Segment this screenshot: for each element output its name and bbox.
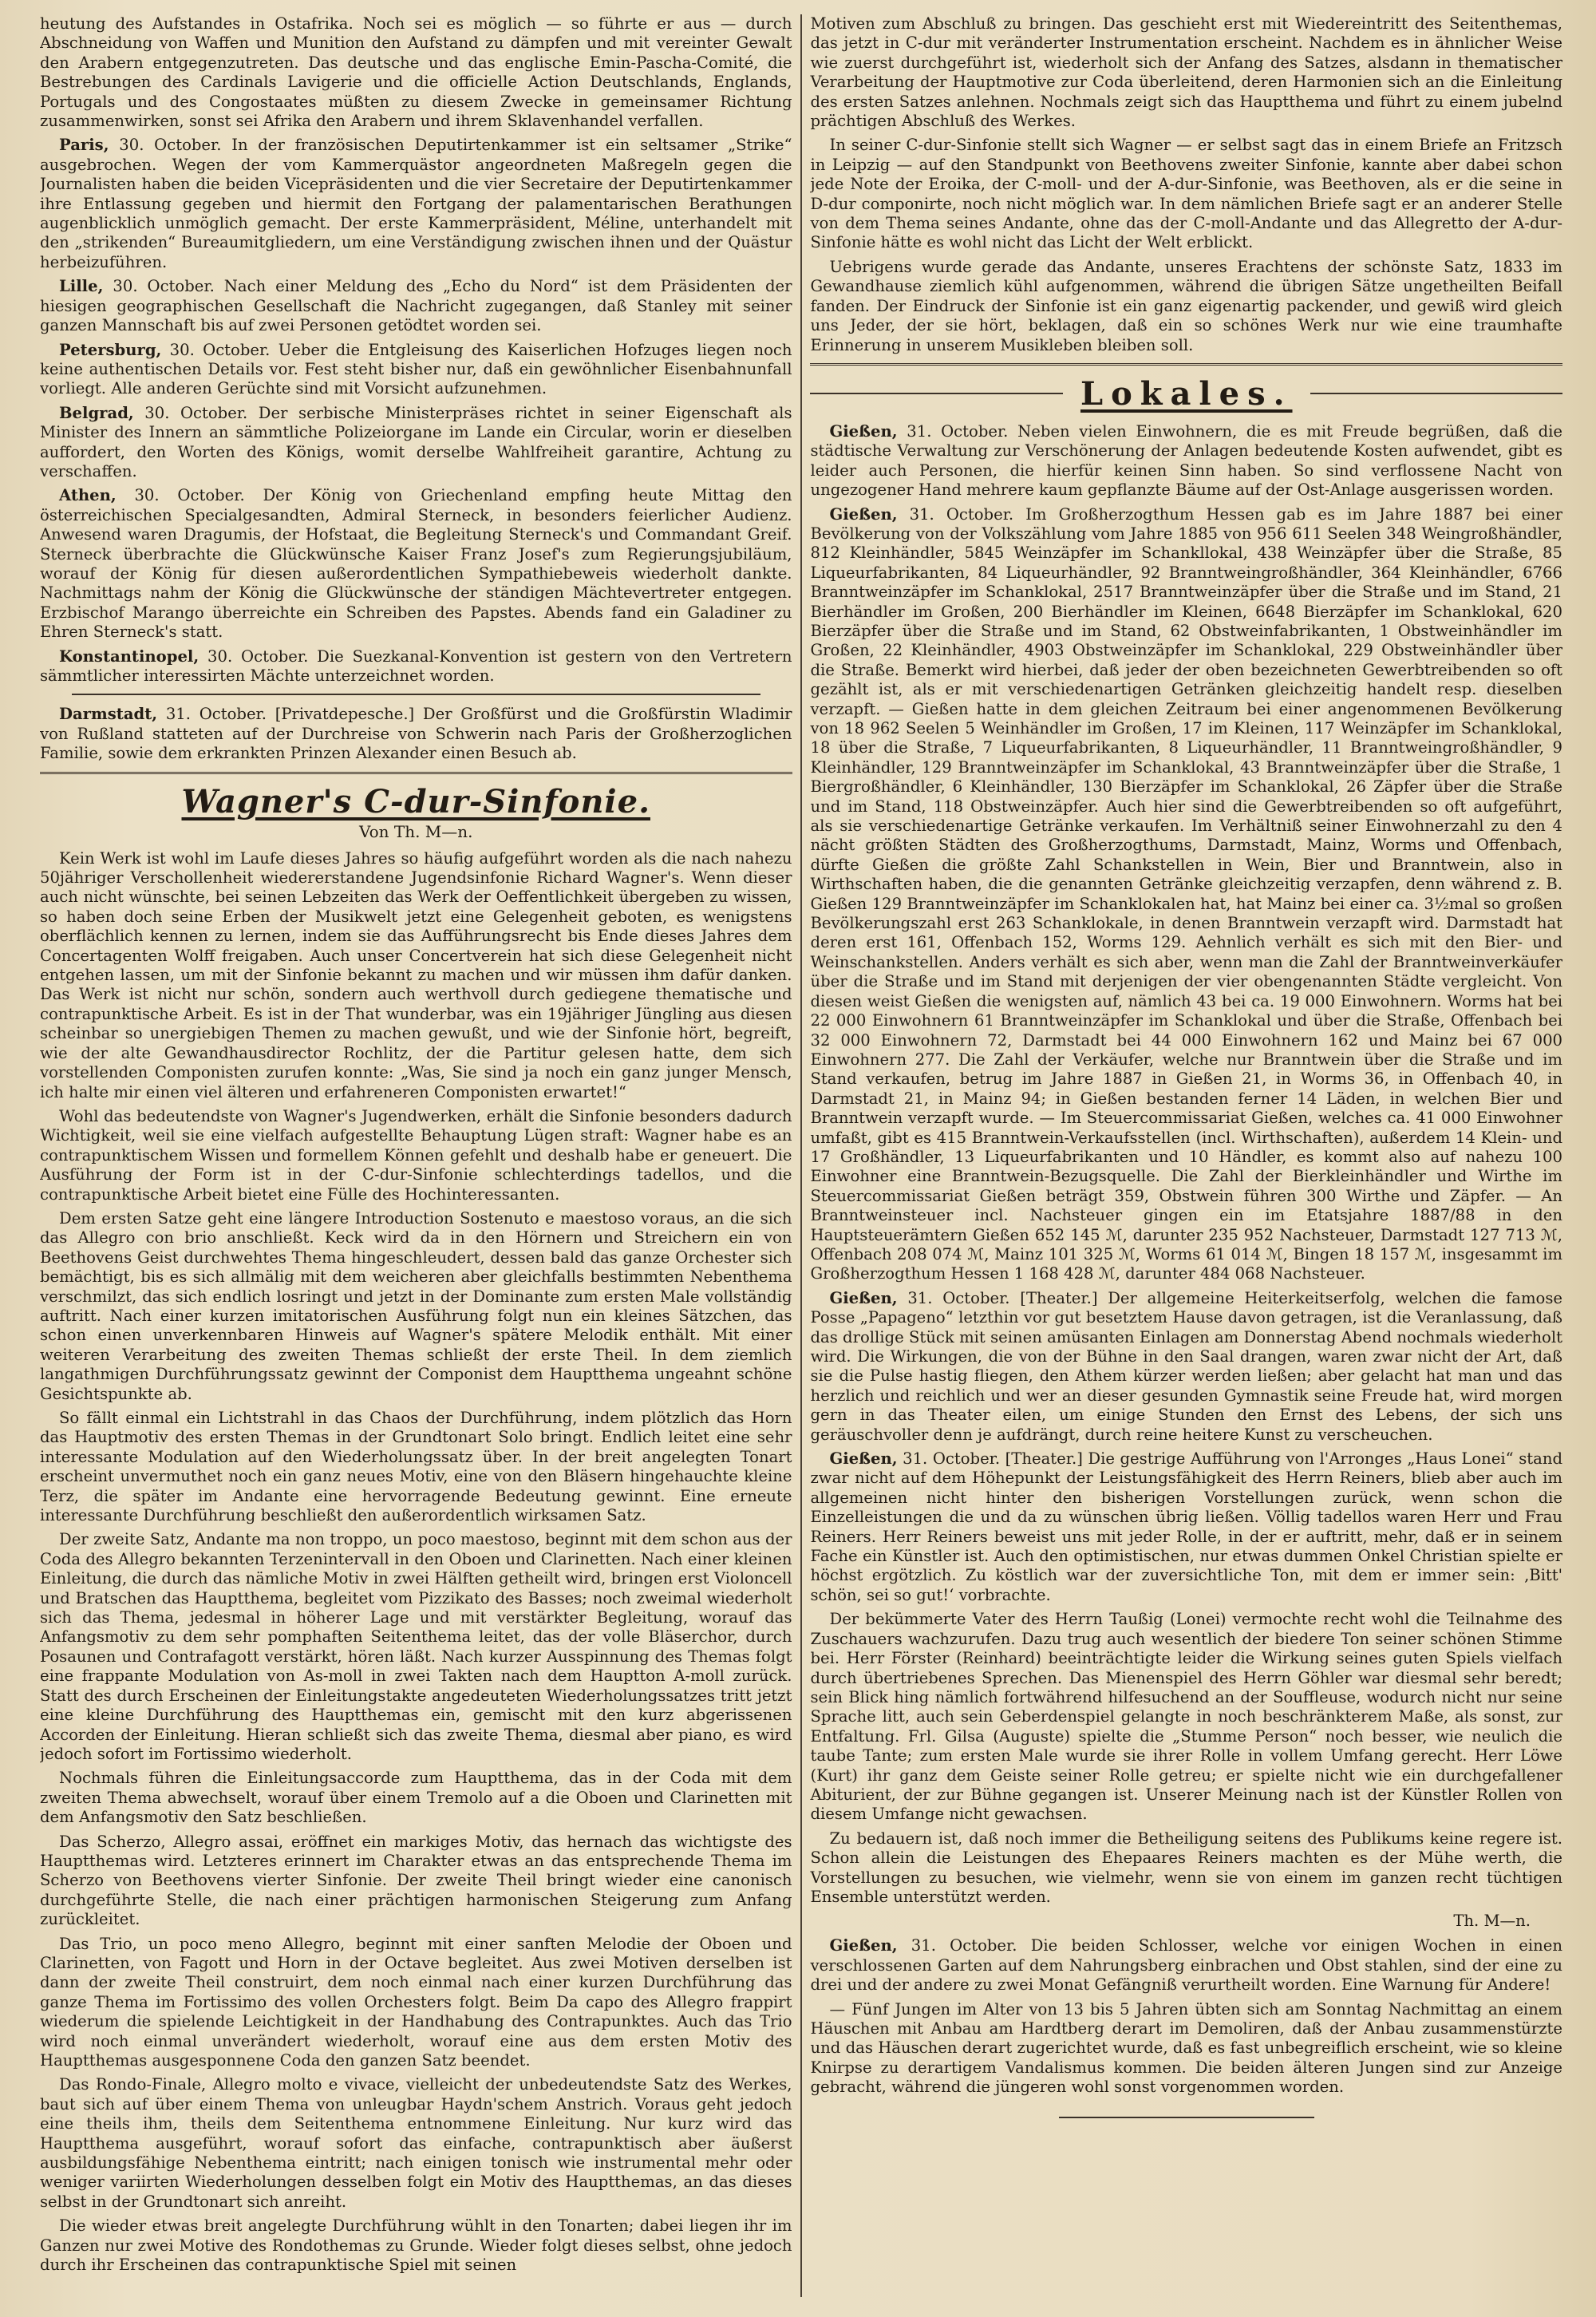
- theater-paragraph: Zu bedauern ist, daß noch immer die Betheiligung seitens des Publikums keine regere ist. Schon allein die Leistungen des Ehepaares Reiners machten es der Mühe werth, die Vorstellungen zu besuchen, wie vielmehr, wenn sie von einem im ganzen recht tüchtigen Ensemble unterstützt werden.: [810, 1829, 1562, 1906]
- news-item: [40, 404, 792, 482]
- divider: [40, 772, 792, 774]
- news-text: 30. October. Die Suezkanal-Konvention ist gestern von den Vertretern sämmtlicher interessirten Mächte unterzeichnet worden.: [40, 646, 792, 685]
- section-header: [810, 375, 1562, 413]
- article-paragraph: Die wieder etwas breit angelegte Durchführung wühlt in den Tonarten; dabei liegen ihr im Ganzen nur zwei Motive des Rondothemas zu Grunde. Wieder folgt dieses selbst, ohne jedoch durch ihr Erscheinen das contrapunktische Spiel mit seinen: [40, 2216, 792, 2275]
- news-place: Gießen,: [829, 421, 898, 441]
- article-paragraph: Dem ersten Satze geht eine längere Introduction Sostenuto e maestoso voraus, an die sich das Allegro con brio anschließt. Keck wird da in den Hörnern und Streichern ein von Beethovens Geist durchwehtes Thema hingeschleudert, dessen bald das ganze Orchester sich bemächtigt, bis es sich allmälig mit dem weicheren aber gleichfalls bestimmten Nebenthema verschmilzt, das sich endlich losringt und jetzt in der Dominante zum ersten Male vollständig auftritt. Nach einer kurzen imitatorischen Ausführung folgt nun ein kleines Sätzchen, das schon einen unverkennbaren Hinweis auf Wagner's spätere Melodik enthält. Mit einer weiteren Verarbeitung des zweiten Themas schließt der erste Theil. In dem ziemlich langathmigen Durchführungssatz gewinnt der Componist dem Hauptthema ungeahnt schöne Gesichtspunkte ab.: [40, 1208, 792, 1403]
- page-columns: [40, 14, 1562, 2297]
- news-text: 30. October. Ueber die Entgleisung des Kaiserlichen Hofzuges liegen noch keine authentischen Details vor. Fest steht bisher nur, daß ein gewöhnlicher Eisenbahnunfall vorliegt. Alle anderen Gerüchte sind mit Vorsicht aufzunehmen.: [40, 340, 792, 398]
- divider: [72, 694, 760, 695]
- article-paragraph: Das Rondo-Finale, Allegro molto e vivace, vielleicht der unbedeutendste Satz des Werkes, baut sich auf über einem Thema von unleugbar Haydn'schem Anstrich. Voraus geht jedoch eine theils ihm, theils dem Seitenthema entnommene Einleitung. Nur kurz wird das Hauptthema ausgeführt, worauf sofort das einfache, contrapunktisch aber äußerst ausbildungsfähige Nebenthema eintritt; nach einigen tonisch wie instrumental mehr oder weniger variirten Wiederholungen desselben folgt ein Motiv des Hauptthemas, an das dieses selbst in der Grundtonart sich anreiht.: [40, 2075, 792, 2211]
- article-paragraph: Uebrigens wurde gerade das Andante, unseres Erachtens der schönste Satz, 1833 im Gewandhause ziemlich kühl aufgenommen, während die übrigen Sätze ungetheilten Beifall fanden. Der Eindruck der Sinfonie ist ein ganz eigenartig packender, und gewiß wird gleich uns Jeder, der sie hört, beklagen, daß ein so schönes Werk nur wie eine traumhafte Erinnerung in unserem Musikleben bleiben soll.: [810, 257, 1562, 354]
- local-item: [810, 422, 1562, 500]
- news-item: [40, 647, 792, 686]
- news-place: Belgrad,: [59, 403, 134, 422]
- article-paragraph: Das Trio, un poco meno Allegro, beginnt mit einer sanften Melodie der Oboen und Clarinetten, von Fagott und Horn in der Octave begleitet. Aus zwei Motiven derselben ist dann der zweite Theil construirt, dem noch einmal nach einer kurzen Durchführung das ganze Thema im Fortissimo des vollen Orchesters folgt. Beim Da capo des Allegro frappirt wiederum die spielende Leichtigkeit in der Handhabung des Contrapunktes. Auch das Trio wird noch einmal unverändert wiederholt, worauf eine aus dem ersten Motiv des Hauptthemas ausgesponnene Coda den ganzen Satz beendet.: [40, 1934, 792, 2070]
- theater-paragraph: Der bekümmerte Vater des Herrn Taußig (Lonei) vermochte recht wohl die Teilnahme des Zuschauers wachzurufen. Dazu trug auch wesentlich der biedere Ton seiner schönen Stimme bei. Herr Förster (Reinhard) beeinträchtigte leider die Wirkung seines guten Spiels vielfach durch übertriebenes Sprechen. Das Mienenspiel des Herrn Göhler war diesmal sehr beredt; sein Blick hing nämlich fortwährend hilfesuchend an der Souffleuse, wodurch nicht nur seine Sprache litt, auch sein Geberdenspiel gelangte in noch beschränkterem Maße, als sonst, zur Entfaltung. Frl. Gilsa (Auguste) spielte die „Stumme Person“ noch besser, wie neulich die taube Tante; zum ersten Male wurde sie ihrer Rolle in vollem Umfang gerecht. Herr Löwe (Kurt) ihr ganz dem Geiste seiner Rolle getreu; er spielte nicht wie ein durchgefallener Abiturient, der zur Bühne gegangen ist. Unserer Meinung nach ist der Künstler Rollen von diesem Umfange nicht gewachsen.: [810, 1610, 1562, 1824]
- local-item: [810, 1289, 1562, 1445]
- article-paragraph: In seiner C-dur-Sinfonie stellt sich Wagner — er selbst sagt das in einem Briefe an Fritzsch in Leipzig — auf den Standpunkt von Beethovens zweiter Sinfonie, kannte aber dabei schon jede Note der Eroika, der C-moll- und der A-dur-Sinfonie, was Beethoven, als er die seine in D-dur componirte, noch nicht möglich war. In dem nämlichen Briefe sagt er an anderer Stelle von dem Thema seines Andante, ohne das der C-moll-Andante und das Allegretto der A-dur-Sinfonie hätte es wohl nicht das Licht der Welt erblickt.: [810, 136, 1562, 252]
- local-item: [810, 1449, 1562, 1605]
- news-place: Gießen,: [829, 1449, 898, 1469]
- article-paragraph: Der zweite Satz, Andante ma non troppo, un poco maestoso, beginnt mit dem schon aus der Coda des Allegro bekannten Terzenintervall in den Oboen und Clarinetten. Nach einer kleinen Einleitung, die durch das nämliche Motiv in zwei Hälften getheilt wird, bringen erst Violoncell und Bratschen das Hauptthema, begleitet vom Pizzikato des Basses; noch zweimal wiederholt sich das Thema, jedesmal in höherer Lage und mit verstärkter Begleitung, worauf das Anfangsmotiv zu dem sehr pomphaften Seitenthema leitet, das der volle Bläserchor, durch Posaunen und Contrafagott verstärkt, hören läßt. Nach kurzer Ausspinnung des Themas folgt eine frappante Modulation von As-moll in zwei Takten nach dem Hauptton A-moll zurück. Statt des durch Erscheinen der Einleitungstakte angedeuteten Wiederholungssatzes tritt jetzt eine kleine Durchführung des Hauptthemas ein, gemischt mit den kurz abgerissenen Accorden der Einleitung. Hieran schließt sich das zweite Thema, diesmal aber piano, es wird jedoch sofort im Fortissimo wiederholt.: [40, 1530, 792, 1763]
- news-item: [40, 277, 792, 335]
- news-place: Athen,: [59, 486, 117, 505]
- local-item: [810, 505, 1562, 1284]
- news-item: [40, 486, 792, 642]
- local-news: [810, 422, 1562, 2098]
- news-place: Gießen,: [829, 1288, 898, 1307]
- news-place: Darmstadt,: [59, 705, 158, 724]
- left-column: [40, 14, 792, 2297]
- news-place: Paris,: [59, 136, 109, 155]
- news-text: 31. October. Neben vielen Einwohnern, die es mit Freude begrüßen, daß die städtische Verwaltung zur Verschönerung der Anlagen bedeutende Kosten aufwendet, gibt es leider auch Personen, die hierfür keinen Sinn haben. So sind verflossene Nacht von ungezogener Hand mehrere kaum gepflanzte Bäume auf der Ost-Anlage ausgerissen worden.: [810, 421, 1562, 500]
- news-place: Petersburg,: [59, 340, 162, 359]
- news-place: Lille,: [59, 277, 104, 296]
- column-divider: [800, 14, 803, 2297]
- news-place: Gießen,: [829, 504, 898, 524]
- article-paragraph: Wohl das bedeutendste von Wagner's Jugendwerken, erhält die Sinfonie besonders dadurch Wichtigkeit, weil sie eine vielfach aufgestellte Behauptung Lügen straft: Wagner habe es an contrapunktischem Wissen und formellem Können gefehlt und deshalb habe er geneuert. Die Ausführung der Form ist in der C-dur-Sinfonie schlechterdings tadellos, und die contrapunktische Arbeit bietet eine Fülle des Hochinteressanten.: [40, 1106, 792, 1204]
- divider: [810, 363, 1562, 366]
- news-text: 30. October. Der serbische Ministerpräses richtet in seiner Eigenschaft als Minister des Innern an sämmtliche Polizeiorgane im Lande ein Circular, worin er dieselben auffordert, den Worten des Königs, womit derselbe Wahlfreiheit garantire, Achtung zu verschaffen.: [40, 403, 792, 480]
- local-item: [810, 1936, 1562, 1995]
- news-text: 30. October. Der König von Griechenland empfing heute Mittag den österreichischen Specialgesandten, Admiral Sterneck, in besonders feierlicher Audienz. Anwesend waren Dragumis, der Hofstaat, die Begleitung Sterneck's und Commandant Greif. Sterneck überbrachte die Glückwünsche Kaiser Franz Josef's zum Regierungsjubiläum, worauf der König für diesen außerordentlichen Sympathiebeweis wiederholt dankte. Nachmittags nahm der König die Glückwünsche der ständigen Mächtevertreter entgegen. Erzbischof Marango überreichte ein Schreiben des Papstes. Abends fand ein Galadiner zu Ehren Sterneck's statt.: [40, 486, 792, 642]
- news-place: Konstantinopel,: [59, 646, 200, 666]
- news-text: 31. October. [Privatdepesche.] Der Großfürst und die Großfürstin Wladimir von Rußland statteten auf der Durchreise von Schwerin nach Paris der Großherzoglichen Familie, sowie dem erkrankten Prinzen Alexander einen Besuch ab.: [40, 705, 792, 763]
- news-list: [40, 136, 792, 686]
- header-rule-left: [810, 393, 1063, 394]
- article-paragraph: Nochmals führen die Einleitungsaccorde zum Hauptthema, das in der Coda mit dem zweiten Thema abwechselt, worauf über einem Tremolo auf a die Oboen und Clarinetten mit dem Anfangsmotiv den Satz beschließen.: [40, 1769, 792, 1827]
- news-text: 31. October. Die beiden Schlosser, welche vor einigen Wochen in einen verschlossenen Garten auf dem Nahrungsberg einbrachen und Obst stahlen, sind der eine zu drei und der andere zu zwei Monat Gefängniß verurtheilt worden. Eine Warnung für Andere!: [810, 1936, 1562, 1995]
- article-title: Wagner's C-dur-Sinfonie.: [181, 782, 650, 820]
- intro-paragraph: heutung des Aufstandes in Ostafrika. Noch sei es möglich — so führte er aus — durch Abschneidung von Waffen und Munition den Aufstand zu dämpfen und mit vereinter Gewalt den Arabern entgegenzutreten. Das deutsche und das englische Emin-Pascha-Comité, die Bestrebungen des Cardinals Lavigerie und die officielle Action Deutschlands, Englands, Portugals und des Congostaates müßten zu diesem Zwecke in gemeinsamer Richtung zusammenwirken, sonst sei Afrika den Arabern und ihrem Sklavenhandel verfallen.: [40, 14, 792, 131]
- news-text: 30. October. Nach einer Meldung des „Echo du Nord“ ist dem Präsidenten der hiesigen geographischen Gesellschaft die Nachricht zugegangen, daß Stanley mit seiner ganzen Mannschaft bis auf zwei Personen getödtet worden sei.: [40, 277, 792, 335]
- news-item: [40, 341, 792, 399]
- news-place: Gießen,: [829, 1936, 898, 1955]
- article-paragraph: Das Scherzo, Allegro assai, eröffnet ein markiges Motiv, das hernach das wichtigste des Hauptthemas wird. Letzteres erinnert im Charakter etwas an das entsprechende Thema im Scherzo von Beethovens vierter Sinfonie. Der zweite Theil bringt wieder eine canonisch durchgeführte Stelle, die nach einer prächtigen harmonischen Steigerung zum Anfang zurückleitet.: [40, 1832, 792, 1929]
- news-item: [40, 136, 792, 272]
- end-rule: [1059, 2117, 1314, 2118]
- article-paragraph: Kein Werk ist wohl im Laufe dieses Jahres so häufig aufgeführt worden als die nach nahezu 50jähriger Verschollenheit wiedererstandene Jugendsinfonie Richard Wagner's. Wenn dieser auch nicht wünschte, bei seinen Lebzeiten das Werk der Oeffentlichkeit übergeben zu wissen, so haben doch seine Erben der Musikwelt jetzt eine Gelegenheit geboten, es wenigstens oberflächlich kennen zu lernen, indem sie das Aufführungsrecht bis Ende dieses Jahres dem Concertagenten Wolff freigaben. Auch unser Concertverein hat sich diese Gelegenheit nicht entgehen lassen, um mit der Sinfonie bekannt zu machen und wir müssen ihm dafür danken. Das Werk ist nicht nur schön, sondern auch werthvoll durch gediegene thematische und contrapunktische Arbeit. Es ist in der That wunderbar, was ein 19jähriger Jüngling aus diesen scheinbar so unergiebigen Themen zu machen gewußt, und wie der Sinfonie hört, begreift, wie der alte Gewandhausdirector Rochlitz, der die Partitur gelesen hatte, dem sich vorstellenden Componisten zurufen konnte: „Was, Sie sind ja noch ein ganz junger Mensch, ich halte mir einen viel älteren und erfahreneren Componisten erwartet!“: [40, 848, 792, 1101]
- local-paragraph: — Fünf Jungen im Alter von 13 bis 5 Jahren übten sich am Sonntag Nachmittag an einem Häuschen mit Anbau am Hardtberg derart im Demoliren, daß der Anbau zusammenstürzte und das Häuschen derart zugerichtet wurde, daß es fast unbegreiflich erscheint, wie so kleine Knirpse zu derartigem Vandalismus kommen. Die beiden älteren Jungen sind zur Anzeige gebracht, während die jüngeren wohl sonst vorgenommen worden.: [810, 1999, 1562, 2097]
- article-paragraph: So fällt einmal ein Lichtstrahl in das Chaos der Durchführung, indem plötzlich das Horn das Hauptmotiv des ersten Themas in der Grundtonart Solo bringt. Endlich leitet eine sehr interessante Modulation auf den Wiederholungssatz über. In der breit angelegten Tonart erscheint unvermuthet noch ein ganz neues Motiv, eine von den Bläsern hingehauchte kleine Terz, die später im Andante eine hervorragende Bedeutung gewinnt. Eine erneute interessante Durchführung beschließt den außerordentlich wirksamen Satz.: [40, 1409, 792, 1525]
- article-byline: Von Th. M—n.: [358, 821, 473, 841]
- article-continuation: Motiven zum Abschluß zu bringen. Das geschieht erst mit Wiedereintritt des Seitenthemas, das jetzt in C-dur mit veränderter Instrumentation erscheint. Nachdem es in ähnlicher Weise wie zuerst durchgeführt ist, wiederholt sich der Anfang des Satzes, alsdann in thematischer Verarbeitung der Hauptmotive zur Coda überleitend, deren Harmonien sich an die Einleitung des ersten Satzes anlehnen. Nochmals zeigt sich das Hauptthema und führt zu einem jubelnd prächtigen Abschluß des Werkes.: [810, 14, 1562, 131]
- news-text: 31. October. [Theater.] Der allgemeine Heiterkeitserfolg, welchen die famose Posse „Papageno“ letzthin vor gut besetztem Hause davon getragen, ist die Veranlassung, daß das drollige Stück mit seinen amüsanten Einlagen am Donnerstag Abend nochmals wiederholt wird. Die Wirkungen, die von der Bühne in den Saal drangen, waren zwar nicht der Art, daß sie die Pulse hastig fliegen, den Athem kürzer werden ließen; aber gelacht hat man und das herzlich und reichlich und wer an dieser gesunden Gymnastik seine Freude hat, wird morgen gern in das Theater eilen, um einige Stunden den Ernst des Lebens, der sich uns geräuschvoller denn je aufdrängt, durch reine heitere Kunst zu verscheuchen.: [810, 1288, 1562, 1444]
- news-text: 31. October. [Theater.] Die gestrige Aufführung von l'Arronges „Haus Lonei“ stand zwar nicht auf dem Höhepunkt der Leistungsfähigkeit des Herrn Reiners, blieb aber auch im allgemeinen nicht hinter den bisherigen Vorstellungen zurück, wenn schon die Einzelleistungen die und da zu wünschen übrig ließen. Völlig tadellos waren Herr und Frau Reiners. Herr Reiners beweist uns mit jeder Rolle, in der er auftritt, mehr, daß er in seinem Fache ein Künstler ist. Auch den optimistischen, nur etwas dummen Onkel Christian spielte er höchst ergötzlich. Zu köstlich war der zuversichtliche Ton, mit dem er immer sein: ‚Bitt' schön, sei so gut!‘ vorbrachte.: [810, 1449, 1562, 1604]
- section-title: Lokales.: [1080, 374, 1293, 413]
- review-signature: Th. M—n.: [1453, 1912, 1531, 1931]
- news-text: 31. October. Im Großherzogthum Hessen gab es im Jahre 1887 bei einer Bevölkerung von der Volkszählung vom Jahre 1885 von 956 611 Seelen 348 Weingroßhändler, 812 Kleinhändler, 5845 Weinzäpfer im Schankllokal, 438 Weinzäpfer über die Straße, 85 Liqueurfabrikanten, 84 Liqueurhändler, 92 Branntweingroßhändler, 364 Kleinhändler, 6766 Branntweinzäpfer im Schanklokal, 2517 Branntweinzäpfer über die Straße und im Stand, 21 Bierhändler im Großen, 200 Bierhändler im Kleinen, 6648 Bierzäpfer im Schanklokal, 620 Bierzäpfer über die Straße und im Stand, 62 Obstweinfabrikanten, 1 Obstweinhändler im Großen, 22 Kleinhändler, 4903 Obstweinzäpfer im Schanklokal, 229 Obstweinhändler über die Straße. Bemerkt wird hierbei, daß jeder der oben bezeichneten Gewerbtreibenden so oft gezählt ist, als er mit verschiedenartigen Getränken gleichzeitig handelt resp. dieselben verzapft. — Gießen hatte in dem gleichen Zeitraum bei einer angenommenen Bevölkerung von 18 962 Seelen 5 Weinhändler im Großen, 17 im Kleinen, 117 Weinzäpfer im Schanklokal, 18 über die Straße, 7 Liqueurfabrikanten, 8 Liqueurhändler, 11 Branntweingroßhändler, 9 Kleinhändler, 129 Branntweinzäpfer im Schanklokal, 43 Branntweinzäpfer über die Straße, 1 Biergroßhändler, 6 Kleinhändler, 130 Bierzäpfer im Schanklokal, 26 Zäpfer über die Straße und im Stand, 118 Obstweinzäpfer. Auch hier sind die Gewerbtreibenden so oft aufgeführt, als sie verschiedenartige Getränke verkaufen. Im Verhältniß seiner Einwohnerzahl zu den 4 nächt größten Städten des Großherzogthums, Darmstadt, Mainz, Worms und Offenbach, dürfte Gießen die größte Zahl Schankstellen in Wein, Bier und Branntwein, also in Wirthschaften haben, die die genannten Getränke gleichzeitig verzapfen, denn während z. B. Gießen 129 Branntweinzäpfer im Schanklokalen hat, hat Mainz bei einer ca. 3½mal so großen Bevölkerungszahl erst 263 Schanklokale, in denen Branntwein verzapft wird. Darmstadt hat deren erst 161, Offenbach 152, Worms 129. Aehnlich verhält es sich mit den Bier- und Weinschankstellen. Anders verhält es sich aber, wenn man die Zahl der Branntweinverkäufer über die Straße und im Stand mit derjenigen der vier obengenannten Städte vergleicht. Von diesen weist Gießen die wenigsten auf, nämlich 43 bei ca. 19 000 Einwohnern. Worms hat bei 22 000 Einwohnern 61 Branntweinzäpfer im Schanklokal und über die Straße, Offenbach bei 32 000 Einwohnern 72, Darmstadt bei 44 000 Einwohnern 162 und Mainz bei 67 000 Einwohnern 277. Die Zahl der Verkäufer, welche nur Branntwein über die Straße und im Stand verkaufen, betrug im Jahre 1887 in Gießen 21, in Worms 36, in Offenbach 40, in Darmstadt 21, in Mainz 94; in Gießen bestanden ferner 14 Läden, in welchen Bier und Branntwein verzapft wurde. — Im Steuercommissariat Gießen, welches ca. 41 000 Einwohner umfaßt, gibt es 415 Branntwein-Verkaufsstellen (incl. Wirthschaften), außerdem 14 Klein- und 17 Großhändler, 13 Liqueurfabrikanten und 10 Händler, es kommt also auf nahezu 100 Einwohner eine Branntwein-Bezugsquelle. Die Zahl der Bierkleinhändler und Wirthe im Steuercommissariat Gießen beträgt 359, Obstwein führen 300 Wirthe und Zäpfer. — An Branntweinsteuer incl. Nachsteuer gingen ein im Etatsjahre 1887/88 in den Hauptsteuerämtern Gießen 652 145 ℳ, darunter 235 952 Nachsteuer, Darmstadt 127 713 ℳ, Offenbach 208 074 ℳ, Mainz 101 325 ℳ, Worms 61 014 ℳ, Bingen 18 157 ℳ, insgesammt im Großherzogthum Hessen 1 168 428 ℳ, darunter 484 068 Nachsteuer.: [810, 504, 1562, 1283]
- darmstadt-item: [40, 705, 792, 763]
- right-column: [810, 14, 1562, 2297]
- header-rule-right: [1310, 393, 1562, 394]
- news-text: 30. October. In der französischen Deputirtenkammer ist ein seltsamer „Strike“ ausgebrochen. Wegen der vom Kammerquästor angeordneten Maßregeln gegen die Journalisten haben die beiden Vicepräsidenten und die vier Secretaire der Deputirtenkammer ihre Entlassung gegeben und hiermit den Fortgang der palamentarischen Berathungen augenblicklich unmöglich gemacht. Der erste Kammerpräsident, Méline, unterhandelt mit den „strikenden“ Bureaumitgliedern, um eine Verständigung zwischen ihnen und der Quästur herbeizuführen.: [40, 136, 792, 271]
- article-body: [40, 849, 792, 2275]
